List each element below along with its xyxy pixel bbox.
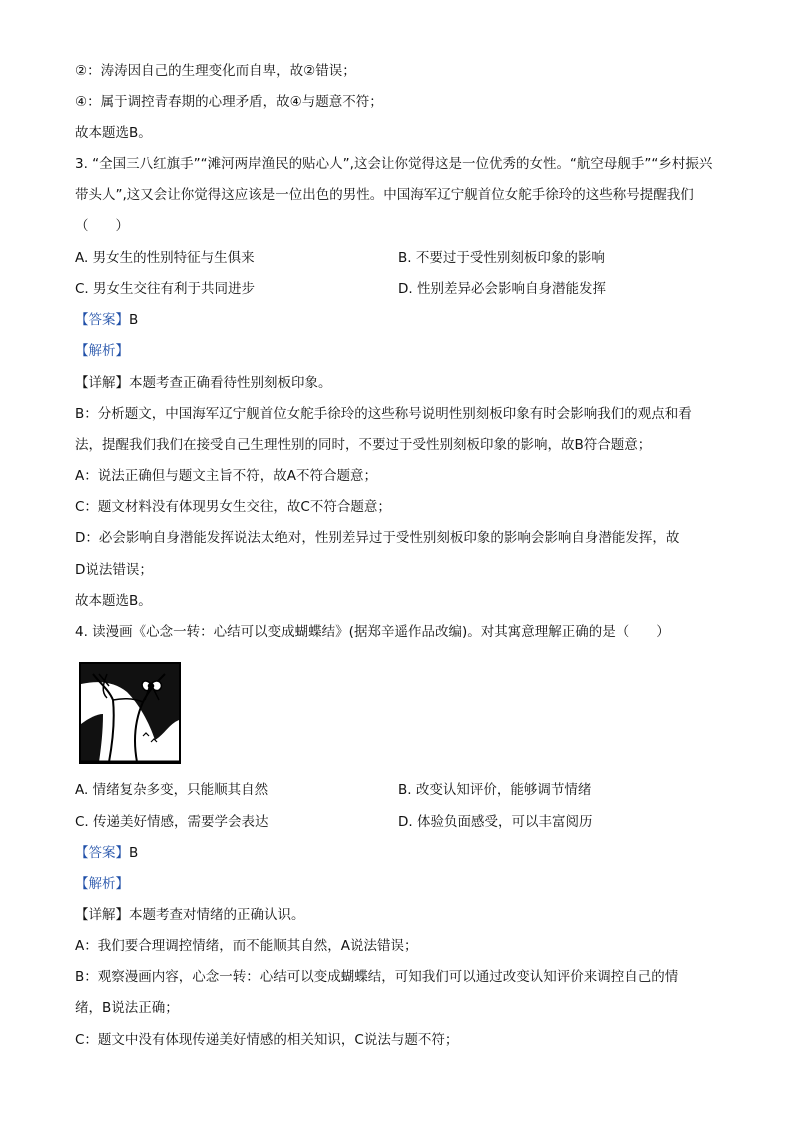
detail-label: 【详解】 (75, 375, 129, 391)
text-line: 法，提醒我们我们在接受自己生理性别的同时，不要过于受性别刻板印象的影响，故B符合题意； (75, 437, 652, 453)
text-line: ②：涛涛因自己的生理变化而自卑，故②错误； (75, 63, 356, 79)
answer-label: 【答案】 (75, 312, 129, 328)
q4-option-a: A. 情绪复杂多变，只能顺其自然 (75, 782, 269, 798)
text-line: D：必会影响自身潜能发挥说法太绝对，性别差异过于受性别刻板印象的影响会影响自身潜能发挥，故 (75, 530, 680, 546)
q3-option-a: A. 男女生的性别特征与生俱来 (75, 250, 255, 266)
text-line: 绪，B说法正确； (75, 1000, 179, 1016)
text-line: A：说法正确但与题文主旨不符，故A不符合题意； (75, 468, 377, 484)
q3-option-b: B. 不要过于受性别刻板印象的影响 (398, 250, 605, 266)
answer-label: 【答案】 (75, 845, 129, 861)
question-4-stem: 4. 读漫画《心念一转：心结可以变成蝴蝶结》(据郑辛遥作品改编)。对其寓意理解正确的是（ ） (75, 624, 670, 640)
text-line: B：分析题文，中国海军辽宁舰首位女舵手徐玲的这些称号说明性别刻板印象有时会影响我们的观点和看 (75, 406, 692, 422)
q4-option-b: B. 改变认知评价，能够调节情绪 (398, 782, 592, 798)
text-line: 故本题选B。 (75, 593, 152, 609)
text-line: A：我们要合理调控情绪，而不能顺其自然，A说法错误； (75, 938, 418, 954)
detail-text: 本题考查正确看待性别刻板印象。 (129, 375, 332, 391)
q3-detail (75, 374, 332, 392)
question-3-blank: （ ） (75, 218, 129, 234)
q3-analysis-label: 【解析】 (75, 343, 129, 359)
q3-option-c: C. 男女生交往有利于共同进步 (75, 281, 256, 297)
text-line: D说法错误； (75, 562, 153, 578)
q4-detail (75, 906, 305, 924)
text-line: B：观察漫画内容，心念一转：心结可以变成蝴蝶结，可知我们可以通过改变认知评价来调控自己的情 (75, 969, 679, 985)
text-line: C：题文材料没有体现男女生交往，故C不符合题意； (75, 499, 391, 515)
text-line: ④：属于调控青春期的心理矛盾，故④与题意不符； (75, 94, 383, 110)
q3-answer (75, 311, 138, 329)
q4-option-d: D. 体验负面感受，可以丰富阅历 (398, 814, 593, 830)
q3-option-d: D. 性别差异必会影响自身潜能发挥 (398, 281, 606, 297)
text-line: 故本题选B。 (75, 125, 152, 141)
text-line: C：题文中没有体现传递美好情感的相关知识，C说法与题不符； (75, 1032, 459, 1048)
comic-image (79, 662, 181, 764)
detail-label: 【详解】 (75, 907, 129, 923)
question-3-stem: 带头人”,这又会让你觉得这应该是一位出色的男性。中国海军辽宁舰首位女舵手徐玲的这些称号提醒我们 (75, 187, 694, 203)
q4-answer (75, 844, 138, 862)
question-3-stem: 3. “全国三八红旗手”“滩河两岸渔民的贴心人”,这会让你觉得这是一位优秀的女性。“航空母舰手”“乡村振兴 (75, 156, 713, 172)
answer-value: B (129, 845, 139, 861)
answer-value: B (129, 312, 139, 328)
q4-option-c: C. 传递美好情感，需要学会表达 (75, 814, 269, 830)
detail-text: 本题考查对情绪的正确认识。 (129, 907, 305, 923)
q4-analysis-label: 【解析】 (75, 876, 129, 892)
